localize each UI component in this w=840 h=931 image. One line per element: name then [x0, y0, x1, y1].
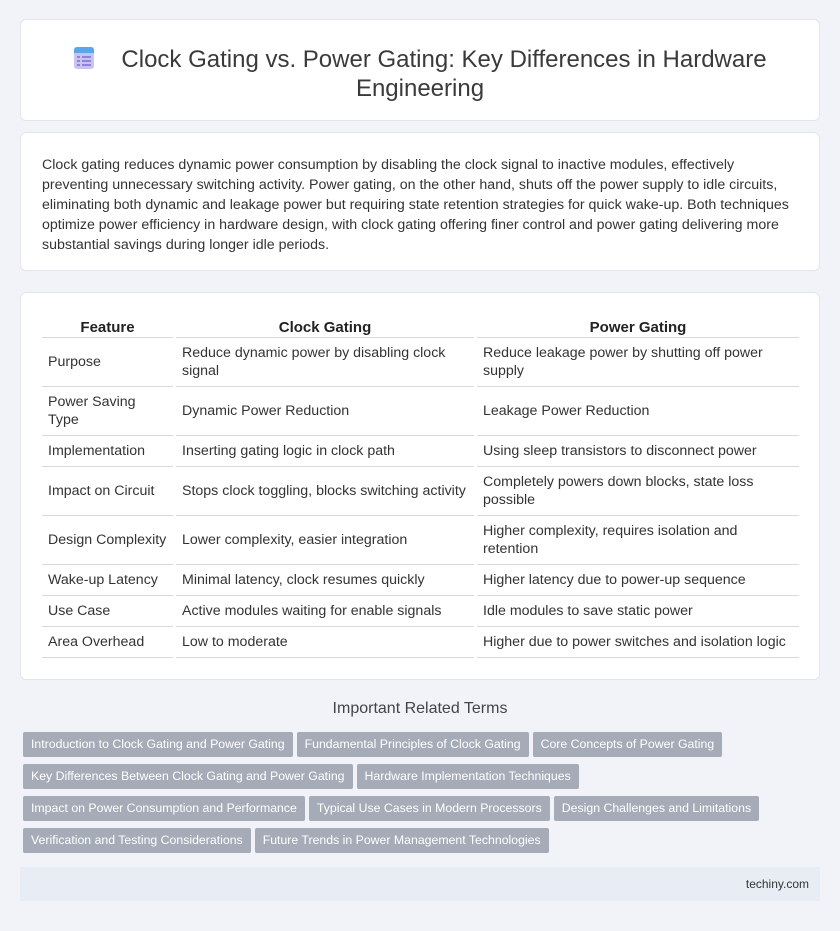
- cell-power-gating: Reduce leakage power by shutting off power supply: [477, 338, 799, 387]
- document-icon: [73, 46, 95, 70]
- cell-feature: Power Saving Type: [42, 387, 173, 436]
- related-terms-title: Important Related Terms: [332, 700, 508, 717]
- table-row: [42, 565, 799, 596]
- related-term-tag[interactable]: Hardware Implementation Techniques: [357, 764, 579, 789]
- cell-clock-gating: Lower complexity, easier integration: [176, 516, 474, 565]
- footer-site-link[interactable]: techiny.com: [745, 877, 809, 891]
- cell-feature: Impact on Circuit: [42, 467, 173, 516]
- cell-feature: Purpose: [42, 338, 173, 387]
- intro-card: [20, 132, 820, 271]
- related-term-tag[interactable]: Introduction to Clock Gating and Power Gating: [23, 732, 293, 757]
- related-term-tag[interactable]: Fundamental Principles of Clock Gating: [297, 732, 529, 757]
- cell-clock-gating: Low to moderate: [176, 627, 474, 658]
- cell-power-gating: Higher complexity, requires isolation and retention: [477, 516, 799, 565]
- cell-clock-gating: Inserting gating logic in clock path: [176, 436, 474, 467]
- cell-clock-gating: Minimal latency, clock resumes quickly: [176, 565, 474, 596]
- related-terms-list: [23, 732, 803, 860]
- table-row: [42, 516, 799, 565]
- footer: [20, 867, 820, 901]
- cell-power-gating: Completely powers down blocks, state loss possible: [477, 467, 799, 516]
- cell-power-gating: Leakage Power Reduction: [477, 387, 799, 436]
- cell-clock-gating: Active modules waiting for enable signals: [176, 596, 474, 627]
- header-card: [20, 19, 820, 121]
- related-term-tag[interactable]: Future Trends in Power Management Technologies: [255, 828, 549, 853]
- cell-feature: Use Case: [42, 596, 173, 627]
- table-row: [42, 436, 799, 467]
- cell-clock-gating: Dynamic Power Reduction: [176, 387, 474, 436]
- cell-power-gating: Using sleep transistors to disconnect power: [477, 436, 799, 467]
- header-power-gating: Power Gating: [477, 316, 799, 338]
- related-term-tag[interactable]: Core Concepts of Power Gating: [533, 732, 723, 757]
- cell-power-gating: Higher due to power switches and isolation logic: [477, 627, 799, 658]
- comparison-table-card: [20, 292, 820, 680]
- table-row: [42, 338, 799, 387]
- cell-feature: Implementation: [42, 436, 173, 467]
- cell-feature: Area Overhead: [42, 627, 173, 658]
- header-clock-gating: Clock Gating: [176, 316, 474, 338]
- cell-clock-gating: Reduce dynamic power by disabling clock signal: [176, 338, 474, 387]
- page-title: Clock Gating vs. Power Gating: Key Differences in Hardware Engineering: [121, 46, 767, 102]
- table-row: [42, 467, 799, 516]
- cell-power-gating: Idle modules to save static power: [477, 596, 799, 627]
- related-term-tag[interactable]: Key Differences Between Clock Gating and Power Gating: [23, 764, 353, 789]
- intro-paragraph: Clock gating reduces dynamic power consumption by disabling the clock signal to inactive modules, effectively preventing unnecessary switching activity. Power gating, on the other hand, shuts off the power supply to idle circuits, eliminating both dynamic and leakage power but requiring state retention strategies for quick wake-up. Both techniques optimize power efficiency in hardware design, with clock gating offering finer control and power gating delivering more substantial savings during longer idle periods.: [42, 157, 789, 253]
- table-row: [42, 596, 799, 627]
- related-term-tag[interactable]: Impact on Power Consumption and Performance: [23, 796, 305, 821]
- table-row: [42, 387, 799, 436]
- related-term-tag[interactable]: Typical Use Cases in Modern Processors: [309, 796, 550, 821]
- cell-feature: Design Complexity: [42, 516, 173, 565]
- cell-feature: Wake-up Latency: [42, 565, 173, 596]
- related-term-tag[interactable]: Verification and Testing Considerations: [23, 828, 251, 853]
- page-title-wrap: [21, 45, 819, 103]
- table-header-row: [42, 316, 799, 338]
- table-row: [42, 627, 799, 658]
- comparison-table: [42, 316, 799, 658]
- header-feature: Feature: [42, 316, 173, 338]
- related-term-tag[interactable]: Design Challenges and Limitations: [554, 796, 759, 821]
- cell-power-gating: Higher latency due to power-up sequence: [477, 565, 799, 596]
- cell-clock-gating: Stops clock toggling, blocks switching activity: [176, 467, 474, 516]
